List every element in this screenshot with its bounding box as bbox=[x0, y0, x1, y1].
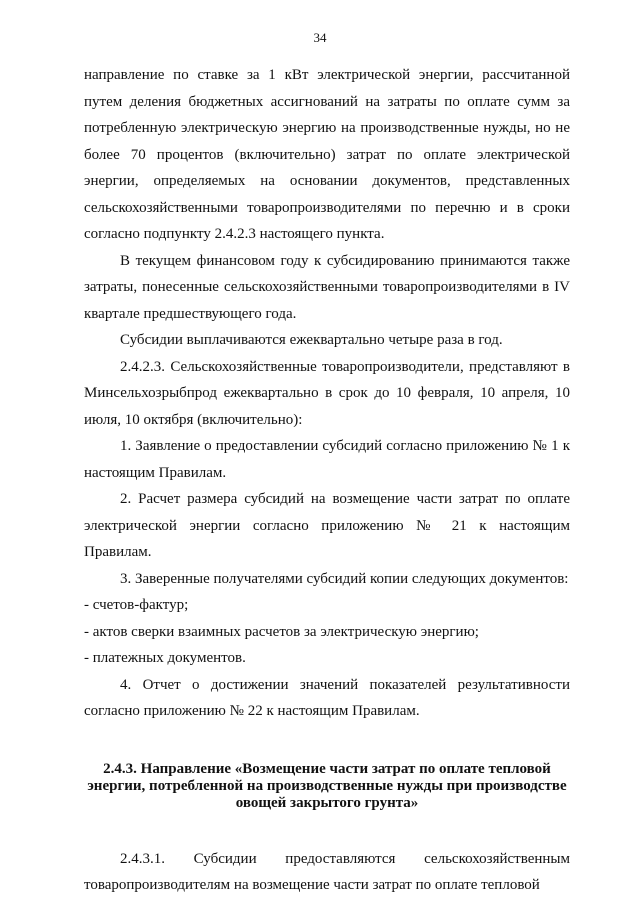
paragraph: направление по ставке за 1 кВт электрической энергии, рассчитанной путем деления бюджетных ассигнований на затраты по оплате сумм за потребленную электрическую энергию на производственные нужды, но не более 70 процентов (включительно) затрат по оплате электрической энергии, определяемых на основании документов, представленных сельскохозяйственными товаропроизводителями по перечню и в сроки согласно подпункту 2.4.2.3 настоящего пункта. bbox=[84, 67, 570, 242]
paragraph: В текущем финансовом году к субсидированию принимаются также затраты, понесенные сельскохозяйственными товаропроизводителями в IV квартале предшествующего года. bbox=[84, 252, 570, 322]
page-number: 34 bbox=[313, 30, 327, 45]
list-item: 4. Отчет о достижении значений показателей результативности согласно приложению № 22 к настоящим Правилам. bbox=[84, 676, 570, 719]
section-heading bbox=[84, 761, 570, 812]
sub-list-item: - счетов-фактур; bbox=[84, 597, 189, 613]
heading-line: 2.4.3. Направление «Возмещение части затрат по оплате тепловой bbox=[103, 760, 551, 777]
sub-list-item: - актов сверки взаимных расчетов за электрическую энергию; bbox=[84, 623, 479, 640]
heading-line: овощей закрытого грунта» bbox=[235, 794, 419, 811]
document-body bbox=[84, 62, 570, 899]
sub-list-item: - платежных документов. bbox=[84, 650, 246, 666]
list-item: 2. Расчет размера субсидий на возмещение части затрат по оплате электрической энергии согласно приложению № 21 к настоящим Правилам. bbox=[84, 491, 570, 560]
list-item: 1. Заявление о предоставлении субсидий согласно приложению № 1 к настоящим Правилам. bbox=[84, 438, 570, 481]
heading-line: энергии, потребленной на производственные нужды при производстве bbox=[87, 777, 567, 794]
paragraph: Субсидии выплачиваются ежеквартально четыре раза в год. bbox=[120, 332, 503, 348]
paragraph: 2.4.3.1. Субсидии предоставляются сельскохозяйственным товаропроизводителям на возмещение части затрат по оплате тепловой bbox=[84, 850, 570, 893]
paragraph: 2.4.2.3. Сельскохозяйственные товаропроизводители, представляют в Минсельхозрыбпрод ежеквартально в срок до 10 февраля, 10 апреля, 10 июля, 10 октября (включительно): bbox=[84, 358, 570, 428]
list-item: 3. Заверенные получателями субсидий копии следующих документов: bbox=[120, 570, 569, 587]
